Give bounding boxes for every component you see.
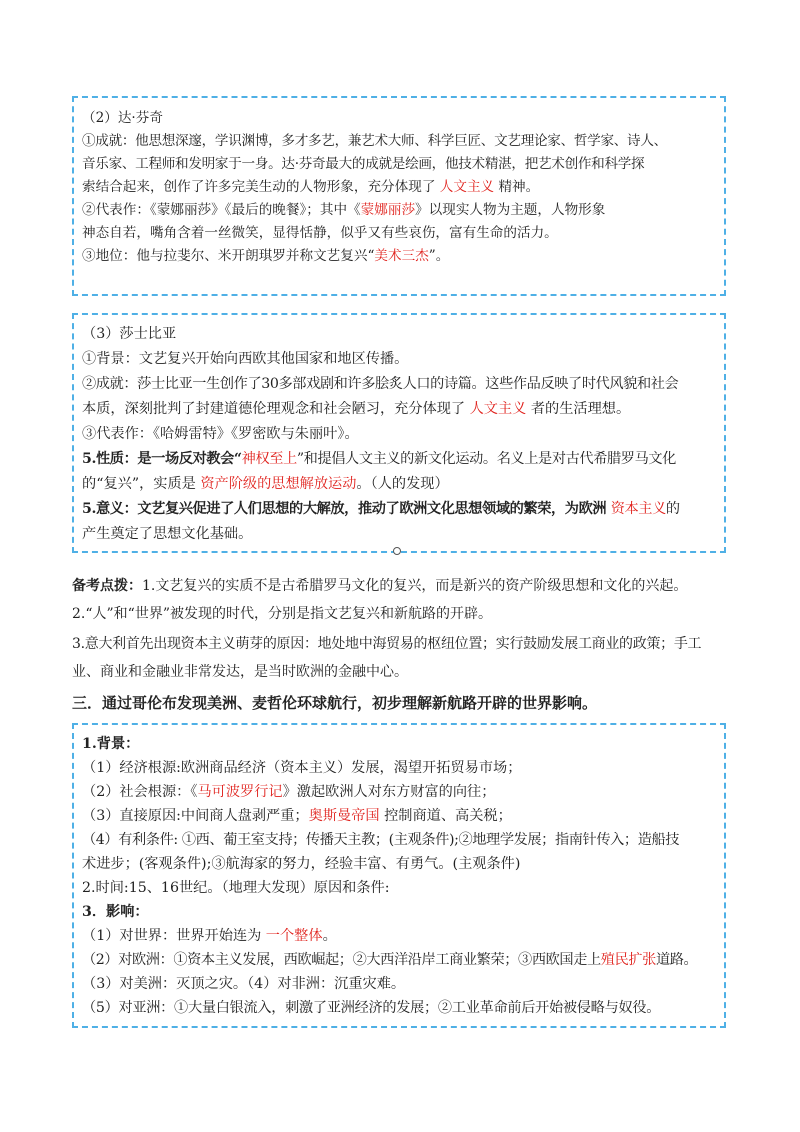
renaissance-nature: 5.性质：是一场反对教会“神权至上”和提倡人文主义的新文化运动。名义上是对古代希腊罗马文化 xyxy=(82,451,676,467)
impact-heading: 3．影响： xyxy=(82,904,149,920)
background-heading: 1.背景： xyxy=(82,736,140,752)
renaissance-significance: 5.意义：文艺复兴促进了人们思想的大解放，推动了欧洲文化思想领域的繁荣，为欧洲 资本主义的 xyxy=(82,501,680,517)
new-routes-box xyxy=(72,723,726,1028)
answer-one-whole: 一个整体 xyxy=(265,928,323,944)
exam-tips-1: 备考点拨：1.文艺复兴的实质不是古希腊罗马文化的复兴，而是新兴的资产阶级思想和文化的兴起。 xyxy=(72,578,688,594)
davinci-status: ③地位：他与拉斐尔、米开朗琪罗并称文艺复兴“美术三杰”。 xyxy=(82,248,450,264)
davinci-title: （2）达·芬奇 xyxy=(82,110,163,126)
exam-tips-2: 2.“人”和“世界”被发现的时代，分别是指文艺复兴和新航路的开辟。 xyxy=(72,606,492,622)
exam-tips-label: 备考点拨： xyxy=(72,578,142,594)
time-line: 2.时间:15、16世纪。（地理大发现）原因和条件: xyxy=(82,880,390,896)
davinci-achievement-3: 索结合起来，创作了许多完美生动的人物形象，充分体现了 人文主义 精神。 xyxy=(82,179,540,195)
davinci-achievement-1: ①成就：他思想深邃，学识渊博，多才多艺，兼艺术大师、科学巨匠、文艺理论家、哲学家、诗人、 xyxy=(82,133,667,149)
exam-tips-3b: 业、商业和金融业非常发达，是当时欧洲的金融中心。 xyxy=(72,664,408,680)
anchor-handle xyxy=(393,547,401,555)
renaissance-significance-2: 产生奠定了思想文化基础。 xyxy=(82,526,253,542)
answer-humanist: 人文主义 xyxy=(469,401,527,417)
davinci-works: ②代表作：《蒙娜丽莎》《最后的晚餐》；其中《蒙娜丽莎》以现实人物为主题，人物形象 xyxy=(82,202,606,218)
answer-bourgeois-liberation: 资产阶级的思想解放运动 xyxy=(200,476,357,492)
shakespeare-background: ①背景：文艺复兴开始向西欧其他国家和地区传播。 xyxy=(82,351,409,367)
favorable-conditions-2: 术进步；(客观条件);③航海家的努力，经验丰富、有勇气。(主观条件) xyxy=(82,856,521,872)
renaissance-nature-2: 的“复兴”，实质是 资产阶级的思想解放运动。（人的发现） xyxy=(82,476,449,492)
davinci-works-2: 神态自若，嘴角含着一丝微笑，显得恬静，似乎又有些哀伤，富有生命的活力。 xyxy=(82,225,558,241)
answer-capitalism: 资本主义 xyxy=(610,501,666,517)
shakespeare-title: （3）莎士比亚 xyxy=(82,326,177,342)
answer-colonial: 殖民扩张 xyxy=(600,952,656,968)
answer-ottoman: 奥斯曼帝国 xyxy=(308,808,380,824)
impact-world: （1）对世界：世界开始连为 一个整体。 xyxy=(82,928,337,944)
impact-americas-africa: （3）对美洲：灭顶之灾。（4）对非洲：沉重灾难。 xyxy=(82,976,406,992)
answer-theocracy: 神权至上 xyxy=(241,451,297,467)
shakespeare-works: ③代表作：《哈姆雷特》《罗密欧与朱丽叶》。 xyxy=(82,426,359,442)
shakespeare-achievement-2: 本质，深刻批判了封建道德伦理观念和社会陋习，充分体现了 人文主义 者的生活理想。 xyxy=(82,401,631,417)
direct-cause: （3）直接原因:中间商人盘剥严重；奥斯曼帝国 控制商道、高关税； xyxy=(82,808,512,824)
answer-marco-polo: 马可波罗行记 xyxy=(197,784,283,800)
answer-mona-lisa: 蒙娜丽莎 xyxy=(360,202,416,218)
economic-root: （1）经济根源:欧洲商品经济（资本主义）发展，渴望开拓贸易市场； xyxy=(82,760,522,776)
section-3-heading: 三．通过哥伦布发现美洲、麦哲伦环球航行，初步理解新航路开辟的世界影响。 xyxy=(72,694,598,712)
davinci-achievement-2: 音乐家、工程师和发明家于一身。达·芬奇最大的成就是绘画，他技术精湛，把艺术创作和科学探 xyxy=(82,156,645,172)
shakespeare-achievement-1: ②成就：莎士比亚一生创作了30多部戏剧和许多脍炙人口的诗篇。这些作品反映了时代风貌和社会 xyxy=(82,376,679,392)
impact-asia: （5）对亚洲：①大量白银流入，刺激了亚洲经济的发展；②工业革命前后开始被侵略与奴役。 xyxy=(82,1000,661,1016)
davinci-box xyxy=(72,96,726,296)
exam-tips-3a: 3.意大利首先出现资本主义萌芽的原因：地处地中海贸易的枢纽位置；实行鼓励发展工商业的政策；手工 xyxy=(72,636,702,652)
shakespeare-box xyxy=(72,313,726,553)
answer-humanism: 人文主义 xyxy=(439,179,495,195)
social-root: （2）社会根源：《马可波罗行记》激起欧洲人对东方财富的向往； xyxy=(82,784,496,800)
favorable-conditions-1: （4）有利条件: ①西、葡王室支持；传播天主教；(主观条件);②地理学发展；指南针传入；造船技 xyxy=(82,832,680,848)
answer-three-masters: 美术三杰 xyxy=(374,248,429,264)
impact-europe: （2）对欧洲：①资本主义发展，西欧崛起；②大西洋沿岸工商业繁荣；③西欧国走上殖民扩张道路。 xyxy=(82,952,698,968)
